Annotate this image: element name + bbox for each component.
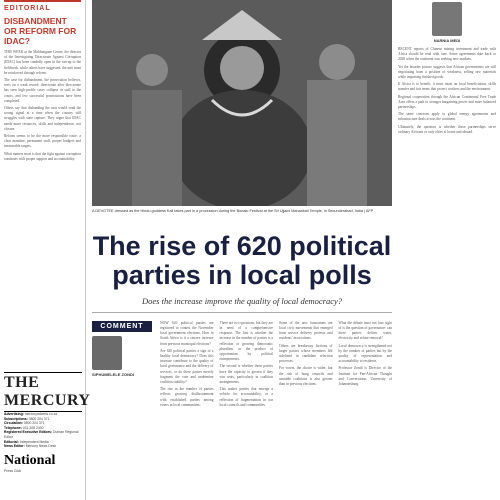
mercury-info-line: Registered Executive Editors: Durban Regional Editor [4, 430, 79, 439]
editorial-body [4, 50, 81, 162]
article-paragraph: NOW 620 political parties are registered to contest the November local government elections. How in South Africa is it a sincere increase from previous municipal elections? [160, 320, 214, 346]
right-paragraph: Regional cooperation through the African Continental Free Trade Area offers a path to stronger bargaining power and more balanced partnerships. [398, 94, 496, 110]
editorial-paragraph: Others say that disbanding the unit would send the wrong signal at a time when the country still struggles with state capture. They argue that IDAC needs more resources, skills and independence, not closure. [4, 106, 81, 131]
photo-caption: A DEVOTEE dressed as the Hindu goddess Kali takes part in a procession during the Bonalu Festival at the Sri Ujjaini Mahankali Temple, in Secunderabad, India | AFP [92, 209, 374, 213]
article-paragraph: The second is whether these parties have the capacity to govern if they win seats, particularly in coalition arrangements. [219, 364, 273, 385]
national-press-club-logo: National [4, 452, 56, 468]
mercury-info-line: News Editor: Mercury News Desk [4, 444, 57, 449]
mercury-info-line: Telephone: 031 308 2400 [4, 425, 44, 430]
article-column [160, 321, 214, 410]
right-paragraph: Ultimately, the question is whether these partnerships serve ordinary Africans or only elites at home and abroad. [398, 124, 496, 134]
editorial-paragraph: THIS WEEK at the Mabhungane Centre, the director of the Investigating Directorate Against Corruption (IDAC) has been candidly open in the run-up to the fieldwork, while others have suggested, the unit must be reinforced through reform. [4, 50, 81, 75]
article-dek: Does the increase improve the quality of local democracy? [141, 295, 342, 306]
right-paragraph: If Africa is to benefit, it must insist on local beneficiation, skills transfer and fair terms that protect workers and the environment. [398, 82, 496, 92]
article-paragraph: Local democracy is strengthened not by the number of parties but by the quality of representation and accountability to residents. [338, 343, 392, 364]
right-paragraph: Yet the broader picture suggests that African governments are still negotiating from a position of weakness, selling raw materials while importing finished goods. [398, 64, 496, 80]
comment-box [92, 321, 152, 410]
national-press-club-sub: Press Club [4, 468, 22, 473]
mercury-info-line: Subscriptions: 0800 204 371 [4, 416, 50, 421]
editorial-paragraph: Reform seems to be the more responsible route: a clear mandate, permanent staff, proper budgets and measurable targets. [4, 134, 81, 149]
article-paragraph: There are two questions, but they are in need of a comprehensive response. The first is whether the increase in the number of parties is a reflection of growing democratic pluralism, or the product of opportunism by political entrepreneurs. [219, 320, 273, 362]
article-columns [160, 321, 392, 410]
editorial-headline: DISBANDMENT OR REFORM FOR IDAC? [4, 16, 77, 46]
mercury-info-line: Circulation: 0800 204 371 [4, 421, 45, 426]
main-article [92, 0, 392, 410]
mercury-info-line: Editorial: Independent Media [4, 439, 49, 444]
columnist-photo [432, 2, 462, 36]
columnist-name: NARNIA MEDI [433, 38, 461, 43]
article-paragraph: For voters, the choice is wider, but the risk of hung councils and unstable coalitions is also greater than in previous elections. [279, 366, 333, 387]
article-paragraph: This makes parties that emerge a vehicle for accountability, or a reflection of fragmentation in our local councils and communities. [219, 387, 273, 407]
article-paragraph: Others are breakaway factions of larger parties whose members felt sidelined in candidate selection processes. [279, 343, 333, 364]
article-paragraph: Are 620 political parties a sign of a healthy local democracy? Does this increase contribute to the quality of local governance and the delivery of services, or do these parties merely fragment the vote and undermine coalition stability? [160, 348, 214, 385]
article-paragraph: What the debate must not lose sight of is the question of governance: can these parties deliver water, electricity and refuse removal? [338, 320, 392, 341]
right-column-body [398, 47, 496, 135]
mercury-masthead-box [4, 372, 91, 473]
article-paragraph: Professor Zondi is Director of the Institute for Pan-African Thought and Conversation, University of Johannesburg. [338, 366, 392, 387]
editorial-paragraph: What matters most is that the fight against corruption continues with proper support and accountability. [4, 151, 81, 161]
right-paragraph: RECENT reports of Chinese mining investment and trade with Africa should be read with care. Some agreements date back to 2020 when the continent was seeking new markets. [398, 47, 496, 62]
mercury-logo: THE MERCURY [4, 372, 82, 412]
article-column [279, 321, 333, 410]
article-paragraph: The rise in the number of parties reflects growing disillusionment with established parties among voters in local communities. [160, 387, 214, 407]
article-headline: The rise of 620 political parties in local polls [92, 230, 392, 290]
article-body-row [92, 321, 392, 410]
editorial-label: EDITORIAL [4, 0, 81, 12]
article-column [339, 321, 393, 410]
lead-photo [92, 0, 392, 206]
festival-photo-illustration [92, 0, 392, 206]
article-paragraph: Some of the new formations are local civic movements that emerged from service delivery protests and residents' associations. [279, 320, 333, 341]
divider [92, 312, 392, 313]
mercury-info-line: Advertising: mercuryadverts.co.za [4, 412, 58, 416]
article-column [220, 321, 274, 410]
comment-label: COMMENT [92, 321, 152, 332]
right-paragraph: The same concerns apply to global energy agreements and infrastructure deals across the continent. [398, 112, 496, 122]
author-byline: SIPHUMELELE ZONDI [92, 371, 135, 377]
author-photo [92, 336, 122, 370]
editorial-paragraph: The case for disbandment, the prosecution believes, rests on a weak record: directorate after directorate has seen high-profile cases collapse or stall in the courts, and few successful prosecutions have been completed. [4, 78, 81, 103]
right-opinion-column [398, 0, 496, 500]
